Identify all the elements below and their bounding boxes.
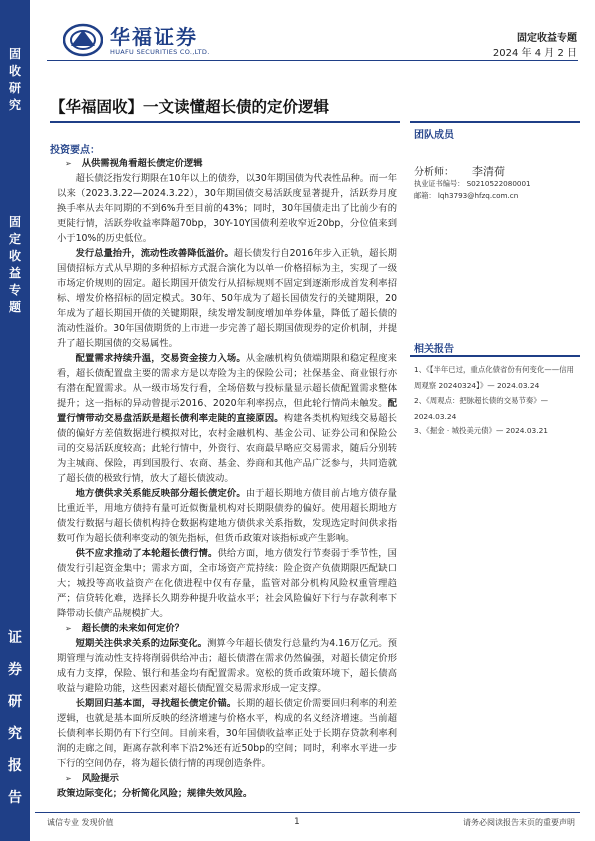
title-rule-right [410,121,580,123]
paragraph-text: 从金融机构负债端期限和稳定程度来看，超长债配置盘主要的需求方是以寿险为主的保险公司；社保基金、商业银行亦有潜在配置需求。从一级市场发行看，全场倍数与投标量显示超长债配置需求整体提升；这一指标的异动曾提示2016、2020年利率拐点，但此轮行情尚未触发。 [57,353,397,409]
sidebar-char: 研 [8,694,22,710]
paragraph-text: 长期的超长债定价需要回归利率的利差逻辑，也就是基本面所反映的经济增速与价格水平，构成的名义经济增速。当前超长债利率长期仍有下行空间。目前来看，30年国债收益率正处于长期存贷款利率利润的走廊之间，距离存款利率下沿2%还有近50bp的空间；同时，利率水平进一步下行的空间仍存，将为超长债行情的再现创造条件。 [57,698,397,769]
analyst-name: 李清荷 [472,165,505,178]
sidebar-label-research [0,46,30,114]
related-report-link[interactable]: 3、《掘金 · 城投美元债》— 2024.03.21 [414,426,549,435]
sidebar-char: 券 [8,662,22,678]
paragraph-text: 供给方面，地方债发行节奏弱于季节性，国债发行引起资金集中；需求方面，全市场资产荒持续：险企资产负债期限匹配缺口大；城投等高收益资产在化债进程中仅有存量，监管对部分机构风险权重管理趋严；信贷转化难，选择长久期券种提升收益水平；社会风险偏好下行与存款利率下降带动长债产品规模扩大。 [57,548,397,619]
company-logo [63,16,223,64]
sidebar-label-topic [0,214,30,316]
analyst-label: 分析师： [414,167,454,178]
body-paragraph [57,246,397,351]
sidebar-char: 究 [8,98,21,112]
sidebar-label-report [0,622,30,814]
left-sidebar [0,0,30,841]
body-paragraph [57,486,397,546]
analyst-email: 邮箱： lqh3793@hfzq.com.cn [414,191,519,200]
team-section-label: 团队成员 [414,130,454,141]
logo-emblem-icon [63,20,103,60]
paragraph-text: 测算今年超长债发行总量约为4.16万亿元。预期管理与流动性支持将削弱供给冲击；超长债潜在需求仍然偏强，对超长债定价形成有力支撑，保险、银行和基金均有配置需求。宽松的货币政策环境下，超长债高收益与避险功能，这些因素对超长债配置交易需求形成一定支撑。 [57,638,397,694]
footer-divider [35,812,580,813]
sidebar-char: 收 [8,249,21,263]
sidebar-char: 题 [8,300,21,314]
body-paragraph [57,351,397,486]
related-reports-label: 相关报告 [414,344,454,355]
body-paragraph: 超长债泛指发行期限在10年以上的债券，以30年期国债为代表性品种。而一年以来（2023.3.22—2024.3.22），30年期国债交易活跃度显著提升，活跃券月度换手率从去年同期的不到6%升至目前的43%；同时，30年国债走出了比前少有的更陡行情，活跃券收益率降超70bp，30Y-10Y国债利差收窄近20bp，分位值来到小于10%的历史低位。 [57,173,397,244]
main-body [57,156,397,801]
footer-slogan: 诚信专业 发现价值 [47,818,114,827]
paragraph-text: 构建各类机构短线交易超长债的偏好方差值数据进行模拟对比，农村金融机构、基金公司、证券公司和保险公司的交易活跃度较高；此轮行情中，外资行、农商最早略应交易需求，随后分别转为主城商、保险，再到国股行、农商、基金、券商和其他产品广泛参与，共同造就了超长债的极致行情，放大了超长债波动。 [57,413,397,484]
page-number: 1 [294,817,300,827]
sidebar-char: 收 [8,64,21,78]
sidebar-char: 固 [8,215,21,229]
related-report-link[interactable]: 2、《周观点：把脉超长债的交易节奏》— 2024.03.24 [414,396,549,421]
section-heading: ➢ 风险提示 [65,771,397,786]
footer-disclaimer: 请务必阅读报告末页的重要声明 [463,818,575,827]
title-rule-left [50,121,400,123]
paragraph-emphasis: 配置行情带动交易盘活跃是超长债利率走陡的直接原因。 [57,398,397,424]
logo-chinese-name: 华福证券 [110,25,198,49]
sidebar-char: 固 [8,47,21,61]
header-divider [47,60,578,61]
paragraph-lead: 地方债供求关系能反映部分超长债定价。 [75,488,246,499]
sidebar-char: 专 [8,283,21,297]
report-type: 固定收益专题 [517,33,577,44]
certificate-number: 执业证书编号： S0210522080001 [414,179,531,188]
section-heading: ➢ 从供需视角看超长债定价逻辑 [65,156,397,171]
sidebar-char: 告 [8,790,22,806]
risk-text: 政策边际变化；分析简化风险；规律失效风险。 [57,788,253,799]
sidebar-char: 究 [8,726,22,742]
paragraph-text: 超长债发行自2016年步入正轨，超长期国债招标方式从早期的多种招标方式混合演化为以单一价格招标为主，实现了一级市场定价规则的固定。超长期国开债发行从招标规则不固定到逐渐形成首发利率招标、增发价格招标的固定模式。30年、50年成为了超长国债发行的关键期限，20年成为了超长期国开债的关键期限，续发增发制度增加单券体量，降低了超长债的流动性溢价。30年国债期货的上市进一步完善了超长期国债现券的定价机制，并提升了超长期国债的交易属性。 [57,248,397,349]
page-title: 【华福固收】一文读懂超长债的定价逻辑 [50,98,330,116]
section-heading: ➢ 超长债的未来如何定价？ [65,621,397,636]
key-points-label: 投资要点： [50,145,100,156]
paragraph-lead: 配置需求持续升温，交易资金接力入场。 [75,353,246,364]
sidebar-char: 研 [8,81,21,95]
related-report-link[interactable]: 1、《【半年已过，重点化债省份有何变化——信用周观察 20240324】》— 2024.03.24 [414,365,574,390]
sidebar-char: 定 [8,232,21,246]
paragraph-lead: 发行总量抬升，流动性改善降低溢价。 [75,248,234,259]
paragraph-text: 由于超长期地方债目前占地方债存量比重近半，用地方债持有量可近似衡量机构对长期限债券的偏好。使用超长期地方债发行数据与超长债机构持仓数据构建地方债供求关系指数，发现选定时间供求指数可作为超长债利率变动的领先指标，但货币政策对该指标或产生影响。 [57,488,397,544]
sidebar-char: 报 [8,758,22,774]
related-rule [410,355,580,357]
paragraph-lead: 供不应求推动了本轮超长债行情。 [75,548,218,559]
body-paragraph [57,546,397,621]
body-paragraph [57,696,397,771]
logo-english-name: HUAFU SECURITIES CO.,LTD. [110,48,210,56]
body-paragraph [57,636,397,696]
paragraph-lead: 长期回归基本面，寻找超长债定价锚。 [75,698,237,709]
sidebar-char: 证 [8,630,22,646]
sidebar-char: 益 [8,266,21,280]
report-date: 2024 年 4 月 2 日 [492,48,577,59]
paragraph-lead: 短期关注供求关系的边际变化。 [75,638,208,649]
